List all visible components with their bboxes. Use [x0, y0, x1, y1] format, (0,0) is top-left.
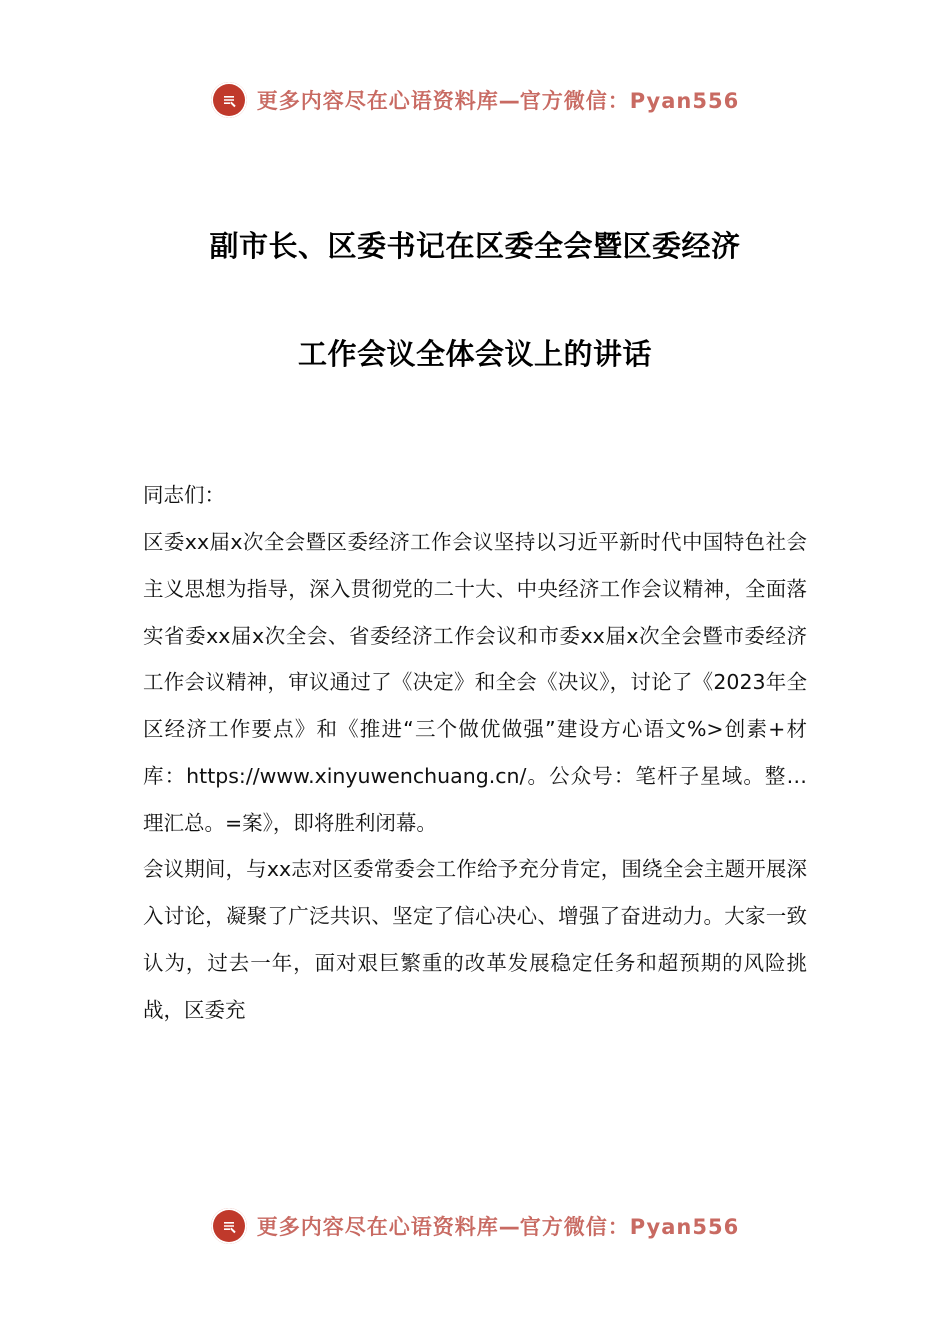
page-title — [143, 225, 807, 376]
watermark-text — [257, 1211, 739, 1241]
watermark-text-main: 更多内容尽在心语资料库 — [256, 1215, 499, 1239]
watermark-text — [257, 85, 739, 115]
paragraph-2: 会议期间，与xx志对区委常委会工作给予充分肯定，围绕全会主题开展深入讨论，凝聚了广泛共识、坚定了信心决心、增强了奋进动力。大家一致认为，过去一年，面对艰巨繁重的改革发展稳定任务和超预期的风险挑战，区委充 — [143, 857, 807, 1022]
watermark-logo-icon — [211, 1208, 247, 1244]
paragraph-1: 区委xx届x次全会暨区委经济工作会议坚持以习近平新时代中国特色社会主义思想为指导，深入贯彻党的二十大、中央经济工作会议精神，全面落实省委xx届x次全会、省委经济工作会议和市委xx届x次全会暨市委经济工作会议精神，审议通过了《决定》和全会《决议》，讨论了《2023年全区经济工作要点》和《推进“三个做优做强”建设方心语文%>创素+材库：https://www.xinyuwenchuang.cn/。公众号：笔杆子星域。整…理汇总。=案》，即将胜利闭幕。 — [143, 530, 807, 835]
document-body — [143, 472, 807, 1033]
watermark-top — [0, 82, 950, 118]
watermark-text-wechat: 官方微信：Pyan556 — [519, 1215, 740, 1239]
watermark-separator: — — [498, 89, 520, 113]
watermark-logo-icon — [211, 82, 247, 118]
document-content — [143, 206, 807, 1033]
watermark-bottom — [0, 1208, 950, 1244]
watermark-text-wechat: 官方微信：Pyan556 — [519, 89, 740, 113]
page-title-line-1: 副市长、区委书记在区委全会暨区委经济 — [209, 229, 741, 264]
watermark-text-main: 更多内容尽在心语资料库 — [256, 89, 499, 113]
paragraph-salutation: 同志们： — [143, 483, 225, 508]
page-title-line-2: 工作会议全体会议上的讲话 — [297, 336, 652, 371]
watermark-separator: — — [498, 1215, 520, 1239]
